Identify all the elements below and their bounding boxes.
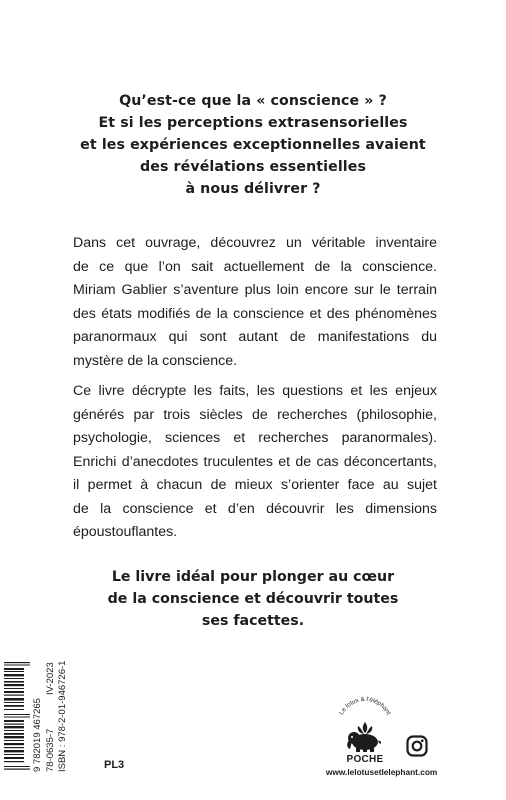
paragraph-line: psychologie, sciences et recherches paranormales). bbox=[73, 430, 437, 446]
headline-line: à nous délivrer ? bbox=[185, 181, 321, 197]
website-link[interactable]: www.lelotusetlelephant.com bbox=[326, 767, 438, 777]
svg-text:Le lotus & l'éléphant bbox=[338, 696, 392, 716]
closing-line: Le livre idéal pour plonger au cœur bbox=[111, 569, 395, 585]
pl-code: PL3 bbox=[104, 759, 125, 771]
paragraph-line: paranormaux qui sont autant de manifestations du bbox=[73, 329, 437, 345]
headline-line: Et si les perceptions extrasensorielles bbox=[98, 115, 408, 131]
closing-tagline bbox=[40, 566, 466, 632]
headline-line: Qu’est-ce que la « conscience » ? bbox=[119, 93, 387, 109]
paragraph-line: des états modifiés de la conscience et des phénomènes bbox=[73, 305, 437, 322]
barcode-code: 78-0635-7 bbox=[45, 728, 56, 772]
paragraph-line: Dans cet ouvrage, découvrez un véritable inventaire bbox=[73, 235, 437, 251]
paragraph-line: Miriam Gablier s’aventure plus loin encore sur le terrain bbox=[73, 282, 437, 298]
paragraph-line: époustouflantes. bbox=[73, 524, 178, 540]
headline bbox=[40, 90, 466, 200]
paragraph-line: mystère de la conscience. bbox=[73, 352, 238, 369]
barcode-digits: 9 782019 467265 bbox=[32, 698, 43, 772]
description-paragraph-2 bbox=[73, 380, 437, 545]
edition-code: IV-2023 bbox=[45, 662, 56, 695]
publisher-arc-text: Le lotus & l'éléphant bbox=[338, 696, 392, 717]
paragraph-line: il permet à chacun de mieux s’orienter face au sujet bbox=[73, 477, 437, 493]
closing-line: de la conscience et découvrir toutes bbox=[107, 591, 399, 607]
paragraph-line: de la conscience et d’en découvrir les dimensions bbox=[73, 500, 437, 517]
paragraph-line: générés par trois siècles de recherches (philosophie, bbox=[73, 406, 437, 423]
closing-line: ses facettes. bbox=[201, 613, 305, 629]
paragraph-line: Enrichi d’anecdotes truculentes et de cas déconcertants, bbox=[73, 453, 437, 470]
paragraph-line: Ce livre décrypte les faits, les questions et les enjeux bbox=[73, 383, 437, 399]
headline-line: et les expériences exceptionnelles avaient bbox=[80, 137, 426, 153]
poche-label: POCHE bbox=[346, 754, 384, 765]
paragraph-line: de ce que l’on sait actuellement de la conscience. bbox=[73, 258, 437, 275]
headline-line: des révélations essentielles bbox=[139, 159, 367, 175]
instagram-icon[interactable] bbox=[406, 735, 428, 757]
barcode bbox=[4, 660, 30, 772]
description-paragraph-1 bbox=[73, 232, 437, 373]
isbn-text: ISBN : 978-2-01-946726-1 bbox=[57, 660, 68, 772]
barcode-block bbox=[0, 660, 66, 772]
